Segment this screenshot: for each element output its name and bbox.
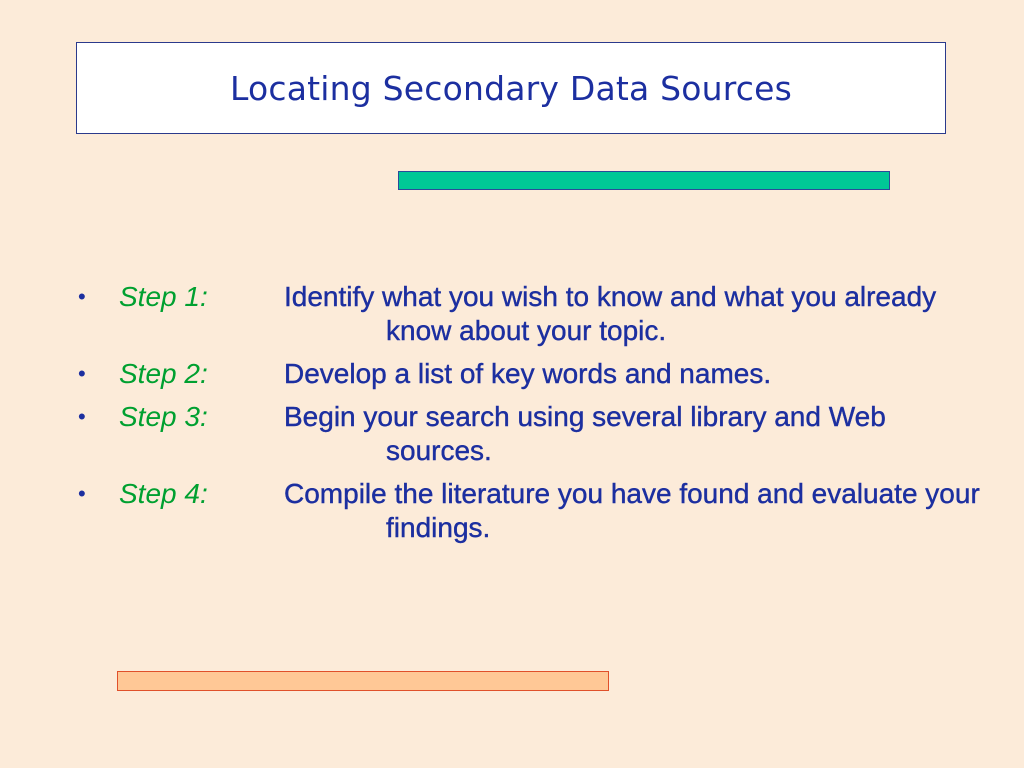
- step-text: Compile the literature you have found and evaluate your findings.: [284, 478, 980, 543]
- list-item-step-1: [78, 280, 998, 348]
- step-label: Step 3:: [119, 401, 208, 432]
- step-text: Develop a list of key words and names.: [284, 358, 772, 389]
- steps-list: [78, 280, 998, 554]
- bullet-icon: •: [78, 361, 86, 386]
- step-text: Identify what you wish to know and what you already know about your topic.: [284, 281, 937, 346]
- list-item-step-2: [78, 357, 998, 391]
- decorative-bar-top: [398, 171, 890, 190]
- step-label: Step 1:: [119, 281, 208, 312]
- decorative-bar-bottom: [117, 671, 609, 691]
- title-box: [76, 42, 946, 134]
- bullet-icon: •: [78, 404, 86, 429]
- list-item-step-3: [78, 400, 998, 468]
- list-item-step-4: [78, 477, 998, 545]
- step-label: Step 4:: [119, 478, 208, 509]
- bullet-icon: •: [78, 284, 86, 309]
- slide-title: Locating Secondary Data Sources: [229, 68, 793, 108]
- step-text: Begin your search using several library and Web sources.: [284, 401, 886, 466]
- step-label: Step 2:: [119, 358, 208, 389]
- bullet-icon: •: [78, 481, 86, 506]
